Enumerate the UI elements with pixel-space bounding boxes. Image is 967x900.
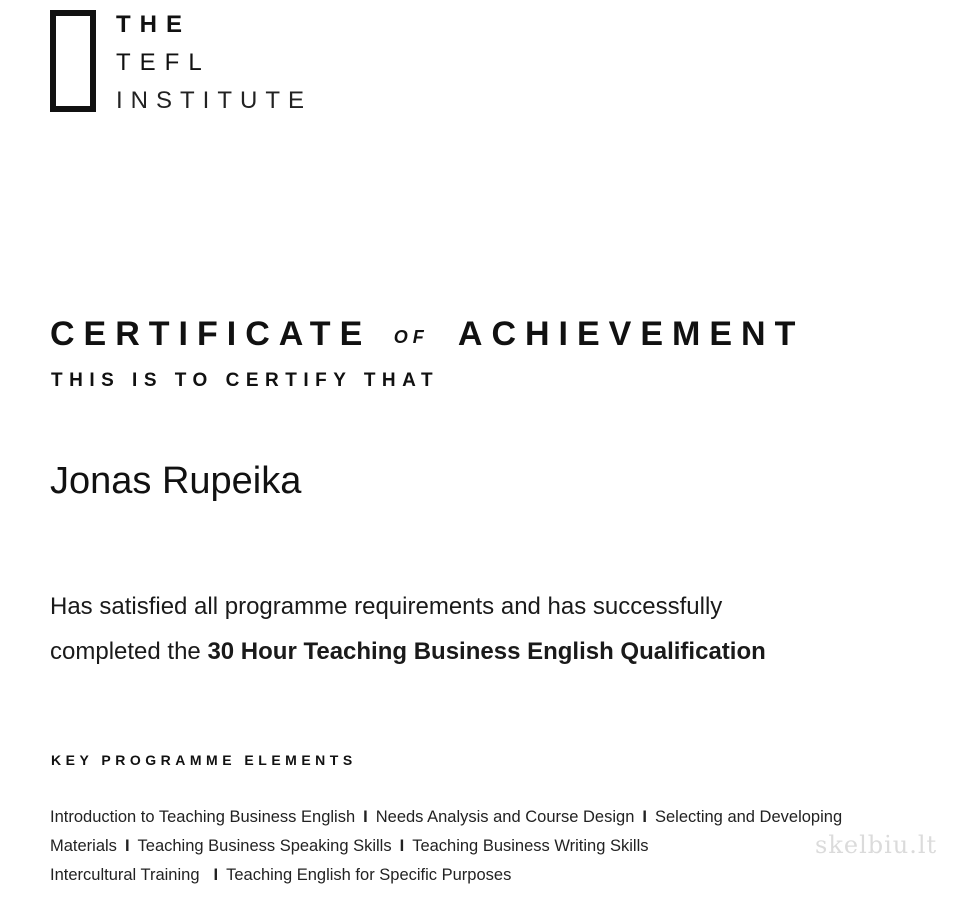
qualification-name: 30 Hour Teaching Business English Qualification	[207, 638, 766, 665]
certificate-title	[50, 312, 804, 359]
logo-line-institute: INSTITUTE	[116, 87, 312, 114]
programme-element: Teaching Business Speaking Skills	[137, 837, 392, 855]
programme-element: Introduction to Teaching Business English	[50, 808, 356, 826]
completion-statement	[50, 584, 930, 674]
title-certificate: CERTIFICATE	[50, 315, 372, 353]
key-elements-heading: KEY PROGRAMME ELEMENTS	[51, 752, 357, 768]
element-separator: I	[642, 808, 647, 826]
element-separator: I	[399, 837, 405, 855]
programme-element: Needs Analysis and Course Design	[375, 808, 635, 826]
title-achievement: ACHIEVEMENT	[457, 315, 805, 353]
recipient-name: Jonas Rupeika	[50, 460, 302, 502]
programme-element: Teaching English for Specific Purposes	[226, 866, 512, 884]
programme-elements-list	[50, 803, 870, 890]
certify-line: THIS IS TO CERTIFY THAT	[51, 370, 440, 391]
logo-line-the: THE	[116, 11, 191, 38]
programme-element: Selecting and Developing Materials	[50, 808, 843, 855]
logo-line-tefl: TEFL	[116, 49, 211, 76]
statement-line-2-prefix: completed the	[50, 638, 208, 665]
logo-mark	[50, 10, 96, 112]
title-of: OF	[393, 327, 429, 347]
watermark-logo: skelbiu.lt	[815, 831, 938, 859]
logo-wordmark	[116, 6, 312, 120]
programme-element: Intercultural Training	[50, 866, 200, 884]
element-separator: I	[213, 866, 219, 884]
element-separator: I	[124, 837, 130, 855]
statement-line-1: Has satisfied all programme requirements and has successfully	[50, 593, 723, 620]
element-separator: I	[363, 808, 368, 826]
programme-element: Teaching Business Writing Skills	[412, 837, 649, 855]
